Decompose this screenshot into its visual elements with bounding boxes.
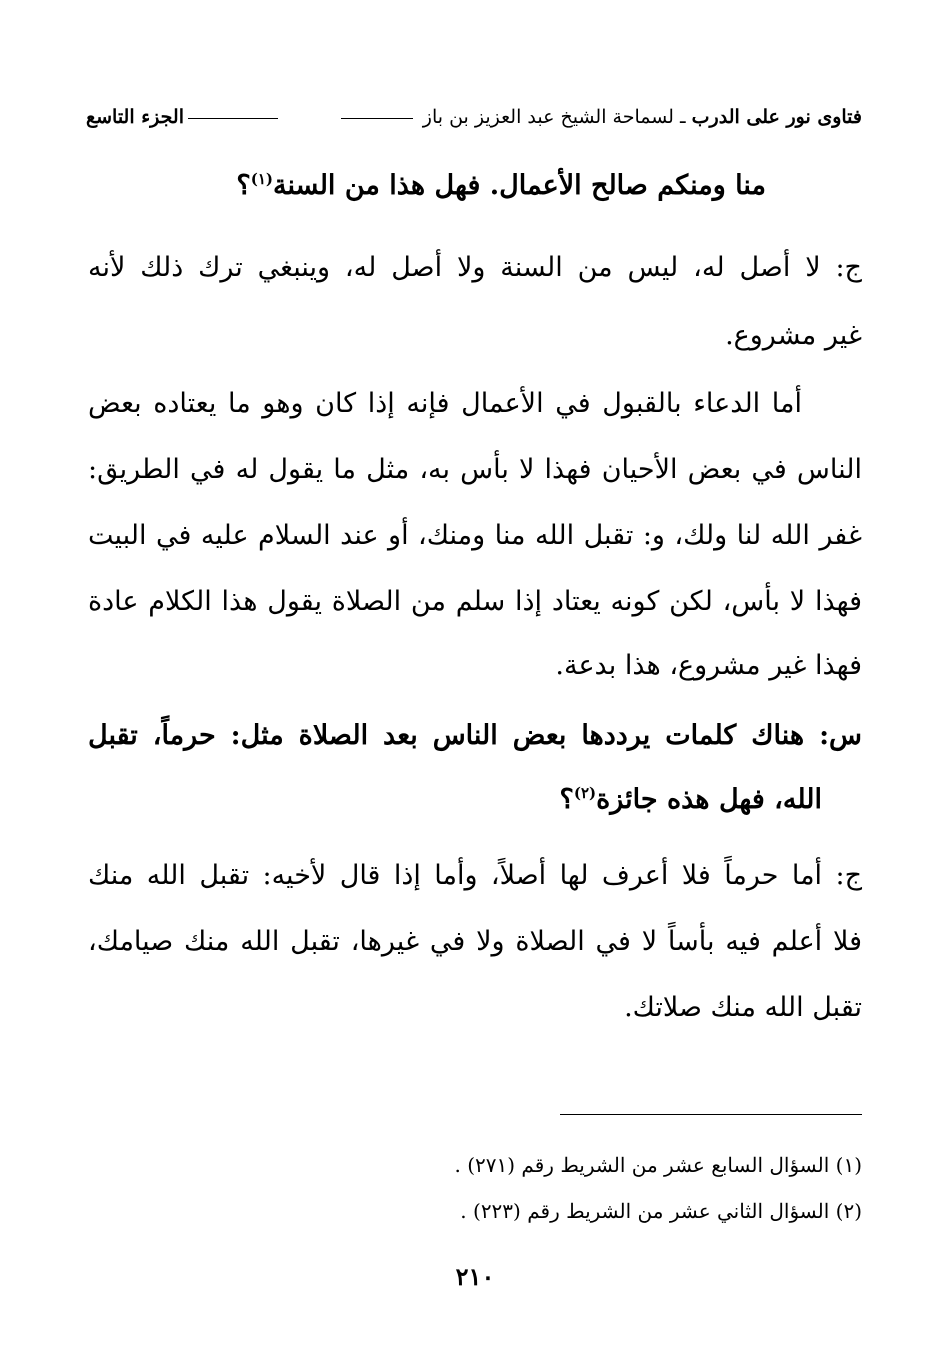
question-2-line-2 [48,776,822,824]
part-label [86,100,282,134]
answer-1-line-1: ج: لا أصل له، ليس من السنة ولا أصل له، وينبغي ترك ذلك لأنه [88,252,862,283]
running-header [86,100,862,134]
paragraph-2-line-2: الناس في بعض الأحيان فهذا لا بأس به، مثل ما يقول له في الطريق: [88,454,862,485]
question-1-qmark: ؟ [236,170,251,201]
answer-2-line-1: ج: أما حرماً فلا أعرف لها أصلاً، وأما إذا قال لأخيه: تقبل الله منك [88,860,862,891]
paragraph-2-line-1: أما الدعاء بالقبول في الأعمال فإنه إذا كان وهو ما يعتاده بعض [88,388,802,419]
author-name: لسماحة الشيخ عبد العزيز بن باز [422,106,674,128]
question-2-text-1: هناك كلمات يرددها بعض الناس بعد الصلاة مثل: حرماً، تقبل [88,720,805,751]
book-title: فتاوى نور على الدرب [691,106,862,128]
page-number: ٢١٠ [455,1262,495,1291]
question-1-text: منا ومنكم صالح الأعمال. فهل هذا من السنة [272,170,766,201]
paragraph-2-line-4: فهذا لا بأس، لكن كونه يعتاد إذا سلم من الصلاة يقول هذا الكلام عادة [88,586,862,617]
footnote-rule [560,1114,862,1115]
paragraph-2-line-3: غفر الله لنا ولك، و: تقبل الله منا ومنك، أو عند السلام عليه في البيت [88,520,862,551]
part-text: الجزء التاسع [86,106,184,128]
answer-2-line-2: فلا أعلم فيه بأساً لا في الصلاة ولا في غيرها، تقبل الله منك صيامك، [88,926,862,957]
header-rule [341,118,413,119]
question-2-qmark: ؟ [559,784,574,815]
answer-1-line-2: غير مشروع. [725,320,862,351]
question-1-end [0,162,766,210]
footnote-2: (٢) السؤال الثاني عشر من الشريط رقم (٢٢٣) . [460,1199,862,1223]
question-2-text-2: الله، فهل هذه جائزة [596,784,822,815]
footnote-ref-2: (٢) [573,784,597,802]
question-2-prefix: س: [819,720,862,751]
answer-2-line-3: تقبل الله منك صلاتك. [624,992,862,1023]
header-separator: ـ [680,106,686,128]
footnote-1: (١) السؤال السابع عشر من الشريط رقم (٢٧١) . [454,1153,862,1177]
paragraph-2-line-5: فهذا غير مشروع، هذا بدعة. [555,650,862,681]
question-2-line-1 [88,712,862,760]
part-rule [188,118,278,119]
footnote-ref-1: (١) [250,170,273,188]
